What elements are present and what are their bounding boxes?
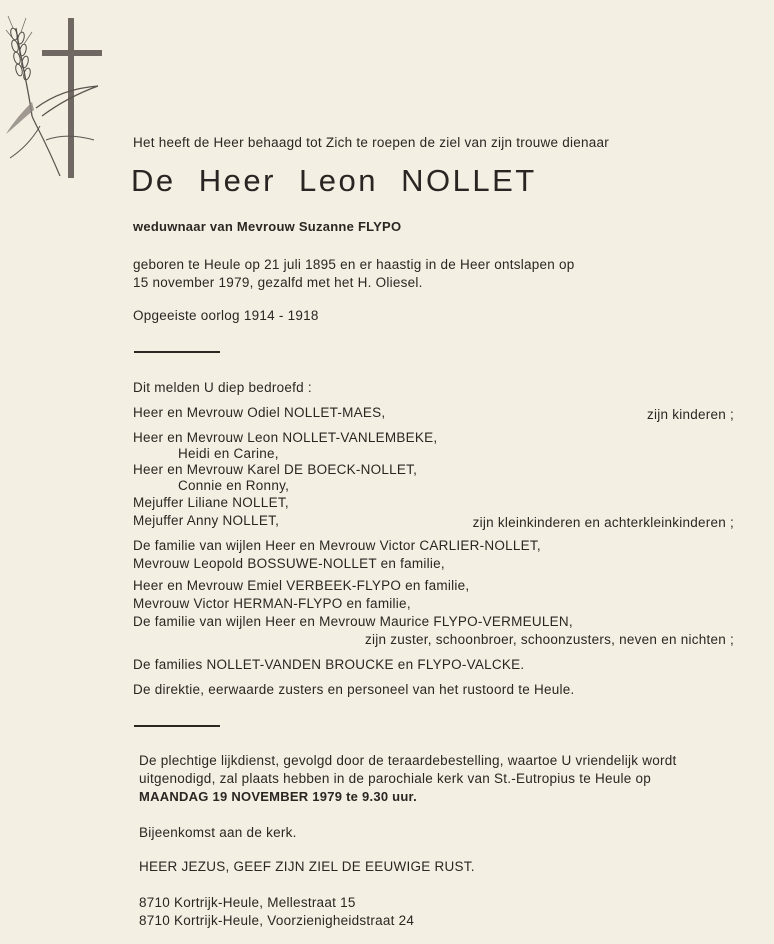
address-2: 8710 Kortrijk-Heule, Voorzienigheidstraat 24 [139, 913, 415, 928]
birth-line-2: 15 november 1979, gezalfd met het H. Oliesel. [133, 275, 423, 290]
service-date: MAANDAG 19 NOVEMBER 1979 te 9.30 uur. [139, 789, 417, 804]
grandchild-line: Heidi en Carine, [178, 446, 279, 461]
intro-text: Het heeft de Heer behaagd tot Zich te roepen de ziel van zijn trouwe dienaar [133, 135, 610, 150]
birth-line-1: geboren te Heule op 21 juli 1895 en er haastig in de Heer ontslapen op [133, 257, 575, 272]
widower-text: weduwnaar van Mevrouw Suzanne FLYPO [133, 219, 402, 234]
sibling-line: Heer en Mevrouw Emiel VERBEEK-FLYPO en familie, [133, 578, 470, 593]
grandchildren-label: zijn kleinkinderen en achterkleinkinderen ; [472, 515, 734, 530]
divider-2 [134, 725, 220, 727]
sibling-line: Mevrouw Victor HERMAN-FLYPO en familie, [133, 596, 411, 611]
grandchild-line: Mejuffer Anny NOLLET, [133, 513, 280, 528]
children-names: Heer en Mevrouw Odiel NOLLET-MAES, [133, 405, 386, 420]
sibling-line: Mevrouw Leopold BOSSUWE-NOLLET en familie, [133, 556, 445, 571]
siblings-label: zijn zuster, schoonbroer, schoonzusters, neven en nichten ; [365, 632, 734, 647]
children-label: zijn kinderen ; [646, 407, 734, 422]
announce-text: Dit melden U diep bedroefd : [133, 380, 312, 395]
deceased-name: De Heer Leon NOLLET [131, 163, 537, 198]
meeting-text: Bijeenkomst aan de kerk. [139, 825, 297, 840]
address-1: 8710 Kortrijk-Heule, Mellestraat 15 [139, 895, 356, 910]
grandchild-line: Heer en Mevrouw Leon NOLLET-VANLEMBEKE, [133, 430, 438, 445]
grandchild-line: Mejuffer Liliane NOLLET, [133, 495, 289, 510]
direction-text: De direktie, eerwaarde zusters en personeel van het rustoord te Heule. [133, 682, 575, 697]
service-line-2: uitgenodigd, zal plaats hebben in de parochiale kerk van St.-Eutropius te Heule op [139, 771, 652, 786]
families-text: De families NOLLET-VANDEN BROUCKE en FLYPO-VALCKE. [133, 657, 525, 672]
grandchild-line: Connie en Ronny, [178, 478, 290, 493]
prayer-text: HEER JEZUS, GEEF ZIJN ZIEL DE EEUWIGE RUST. [139, 859, 475, 874]
divider-1 [134, 351, 220, 353]
sibling-line: De familie van wijlen Heer en Mevrouw Victor CARLIER-NOLLET, [133, 538, 541, 553]
war-text: Opgeeiste oorlog 1914 - 1918 [133, 308, 319, 323]
service-line-1: De plechtige lijkdienst, gevolgd door de teraardebestelling, waartoe U vriendelijk wordt [139, 753, 677, 768]
sibling-line: De familie van wijlen Heer en Mevrouw Maurice FLYPO-VERMEULEN, [133, 614, 573, 629]
grandchild-line: Heer en Mevrouw Karel DE BOECK-NOLLET, [133, 462, 418, 477]
cross-with-wheat-icon [2, 16, 112, 186]
